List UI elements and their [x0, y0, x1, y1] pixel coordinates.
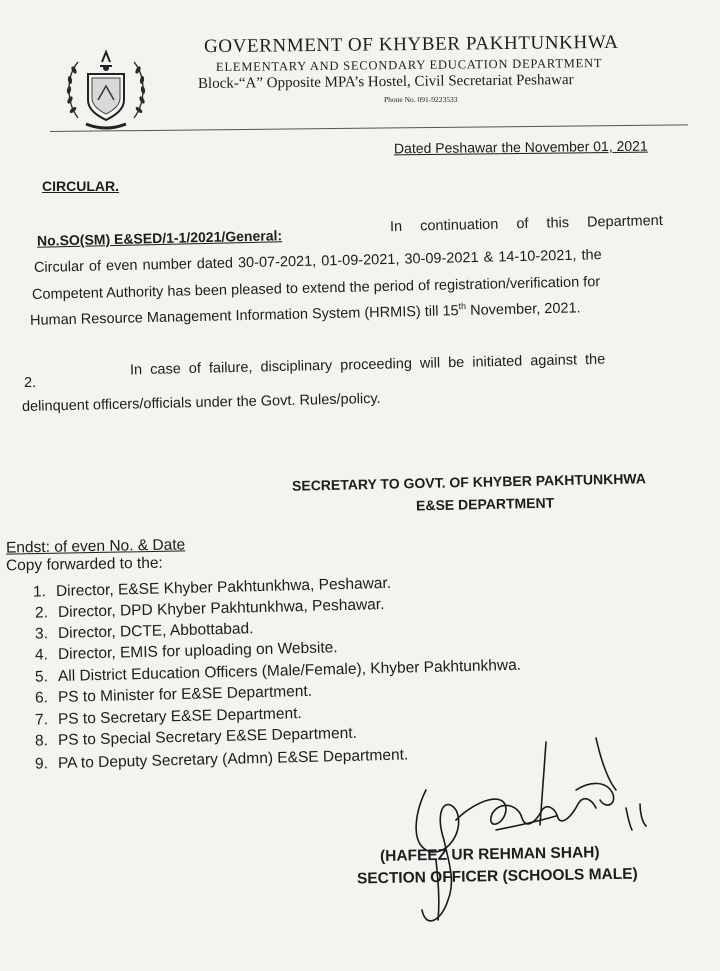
para1-line4: Human Resource Management Information System (HRMIS) till 15th November, 2021.: [29, 300, 581, 329]
circular-label: CIRCULAR.: [42, 178, 119, 194]
list-item: 9. PA to Deputy Secretary (Admn) E&SE Department.: [34, 746, 409, 773]
secretary-department: E&SE DEPARTMENT: [415, 494, 555, 514]
list-item: 8. PS to Special Secretary E&SE Department.: [34, 724, 358, 750]
endorsement-line: Endst: of even No. & Date: [5, 536, 186, 557]
para1-line2: Circular of even number dated 30-07-2021, 01-09-2021, 30-09-2021 & 14-10-2021, the: [33, 247, 602, 276]
list-item: 2. Director, DPD Khyber Pakhtunkhwa, Peshawar.: [34, 596, 385, 622]
secretary-title: SECRETARY TO GOVT. OF KHYBER PAKHTUNKHWA: [291, 470, 647, 494]
list-item: 1. Director, E&SE Khyber Pakhtunkhwa, Peshawar.: [32, 574, 392, 601]
letterhead-address: Block-“A” Opposite MPA’s Hostel, Civil Secretariat Peshawar: [197, 72, 574, 92]
government-emblem: [58, 40, 154, 141]
letterhead-phone: Phone No. 091-9223533: [384, 95, 458, 104]
para1-line3: Competent Authority has been pleased to extend the period of registration/verification for: [31, 274, 601, 303]
handwritten-signature: [396, 730, 686, 945]
copy-forwarded-label: Copy forwarded to the:: [5, 554, 163, 575]
section-officer-title: SECTION OFFICER (SCHOOLS MALE): [356, 865, 638, 888]
reference-number: No.SO(SM) E&SED/1-1/2021/General:: [36, 227, 283, 249]
para2-number: 2.: [24, 375, 37, 391]
list-item: 3. Director, DCTE, Abbottabad.: [34, 620, 254, 643]
para2-line1: In case of failure, disciplinary proceeding will be initiated against the: [129, 351, 606, 379]
dated-line: Dated Peshawar the November 01, 2021: [393, 137, 648, 157]
list-item: 4. Director, EMIS for uploading on Website.: [34, 639, 338, 664]
letterhead-title: GOVERNMENT OF KHYBER PAKHTUNKHWA: [203, 31, 619, 58]
section-officer-name: (HAFEEZ UR REHMAN SHAH): [379, 844, 600, 865]
letterhead-department: ELEMENTARY AND SECONDARY EDUCATION DEPARTMENT: [215, 55, 603, 75]
list-item: 6. PS to Minister for E&SE Department.: [34, 682, 313, 707]
para2-line2: delinquent officers/officials under the Govt. Rules/policy.: [21, 390, 381, 415]
list-item: 7. PS to Secretary E&SE Department.: [34, 705, 302, 729]
list-item: 5. All District Education Officers (Male/Female), Khyber Pakhtunkhwa.: [34, 656, 522, 686]
para1-start: In continuation of this Department: [389, 212, 663, 236]
